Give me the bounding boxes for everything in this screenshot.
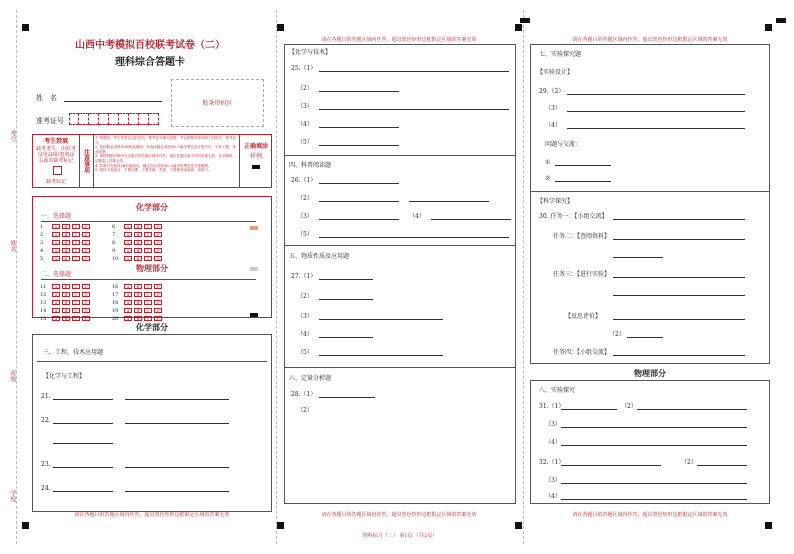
bubble-d[interactable]: D bbox=[154, 240, 162, 245]
bubble-c[interactable]: C bbox=[72, 232, 80, 237]
note-item: 3. 请按照题号顺序在各题目的答题区域内作答，超出答题区域书写的答案无效；在草稿纸、试题卷上答题无效。 bbox=[95, 154, 236, 163]
mc-num: 15 bbox=[40, 316, 47, 322]
q25-answer-line[interactable] bbox=[319, 145, 399, 146]
bubble-b[interactable]: B bbox=[62, 224, 70, 229]
bubble-a[interactable]: A bbox=[124, 240, 132, 245]
q27-answer-line[interactable] bbox=[319, 355, 443, 356]
q23-answer-line[interactable] bbox=[53, 467, 113, 468]
q21-label: 21. bbox=[41, 393, 51, 400]
sec4-title: 四、科普阅读题 bbox=[289, 162, 332, 169]
q23-label: 23. bbox=[41, 461, 51, 468]
bubble-b[interactable]: B bbox=[62, 256, 70, 261]
middle-answer-panel bbox=[284, 44, 516, 504]
bubble-a[interactable]: A bbox=[124, 300, 132, 305]
q25-4-label: （4） bbox=[297, 121, 313, 128]
mc-num: 10 bbox=[112, 256, 119, 262]
bubble-b[interactable]: B bbox=[62, 240, 70, 245]
mc-num: 14 bbox=[40, 308, 47, 314]
phys-header-right: 物理部分 bbox=[634, 368, 666, 378]
q25-answer-line[interactable] bbox=[319, 71, 509, 72]
bubble-d[interactable]: D bbox=[82, 232, 90, 237]
bubble-c[interactable]: C bbox=[144, 248, 152, 253]
chem-header-2: 化学部分 bbox=[136, 322, 168, 332]
q30-answer-line[interactable] bbox=[613, 319, 745, 320]
q32-answer-line[interactable] bbox=[561, 499, 747, 500]
corner-mark bbox=[22, 24, 29, 31]
q25-2-label: （2） bbox=[297, 85, 313, 92]
q29-4-label: （4） bbox=[545, 122, 561, 129]
q30-task1-label: 30. 任务一：【小组交流】 bbox=[539, 213, 608, 220]
bubble-a[interactable]: A bbox=[124, 224, 132, 229]
sec3-answer-box bbox=[32, 334, 272, 512]
q30-answer-line[interactable] bbox=[613, 219, 745, 220]
q30-answer-line[interactable] bbox=[613, 355, 745, 356]
q22-answer-line[interactable] bbox=[53, 443, 113, 444]
notice-top-mid: 请在各题目的答题区域内作答，超出黑色矩形边框限定区域的答案无效 bbox=[321, 37, 477, 43]
bubble-c[interactable]: C bbox=[144, 292, 152, 297]
bubble-a[interactable]: A bbox=[124, 256, 132, 261]
bubble-a[interactable]: A bbox=[52, 316, 60, 321]
sec3-title: 三、工程、技术应用题 bbox=[43, 349, 104, 356]
bubble-a[interactable]: A bbox=[52, 284, 60, 289]
q27-2-label: （2） bbox=[297, 293, 313, 300]
fill-sample-mark bbox=[252, 165, 260, 169]
q30-reflect-label: 【反思评价】 bbox=[565, 313, 602, 320]
corner-mark bbox=[277, 24, 284, 31]
bubble-d[interactable]: D bbox=[82, 308, 90, 313]
bubble-a[interactable]: A bbox=[52, 308, 60, 313]
q27-answer-line[interactable] bbox=[319, 319, 443, 320]
bubble-d[interactable]: D bbox=[154, 316, 162, 321]
bubble-a[interactable]: A bbox=[124, 308, 132, 313]
cut-line-mid2 bbox=[523, 10, 524, 544]
note-item: 2. 选择题必须使用2B铅笔填涂；非选择题必须使用0.5毫米黑色签字笔书写，字体工整、笔迹清楚。 bbox=[95, 145, 236, 154]
q21-answer-line[interactable] bbox=[125, 399, 229, 400]
bubble-c[interactable]: C bbox=[72, 248, 80, 253]
q25-answer-line[interactable] bbox=[319, 91, 399, 92]
bubble-d[interactable]: D bbox=[154, 308, 162, 313]
q29-sub2-label: ② bbox=[545, 175, 551, 182]
fill-sample-title: 正确填涂 bbox=[243, 143, 268, 150]
bubble-a[interactable]: A bbox=[124, 284, 132, 289]
bubble-b[interactable]: B bbox=[62, 316, 70, 321]
absent-checkbox[interactable] bbox=[53, 166, 62, 175]
corner-mark bbox=[765, 522, 772, 529]
exam-title: 山西中考模拟百校联考试卷（二） bbox=[75, 40, 225, 51]
q29-answer-line[interactable] bbox=[567, 94, 745, 95]
footer-subject: 理科综合（二） bbox=[362, 533, 398, 539]
q32-4-label: （4） bbox=[545, 493, 561, 500]
q22-answer-line[interactable] bbox=[53, 423, 113, 424]
mc-num: 11 bbox=[40, 284, 47, 290]
bubble-b[interactable]: B bbox=[62, 292, 70, 297]
q24-label: 24. bbox=[41, 485, 51, 492]
tech-tag: 【化学与技术】 bbox=[289, 49, 332, 56]
q31-1-label: 31.（1） bbox=[539, 403, 565, 410]
sec1-title: 一、选择题 bbox=[41, 213, 72, 220]
mc-num: 2 bbox=[40, 232, 44, 238]
q27-3-label: （3） bbox=[297, 313, 313, 320]
q27-4-label: （4） bbox=[297, 331, 313, 338]
exam-no-label: 准考证号 bbox=[36, 117, 64, 125]
corner-mark bbox=[277, 522, 284, 529]
mc-num: 9 bbox=[112, 248, 116, 254]
q26-answer-line[interactable] bbox=[409, 201, 489, 202]
mc-num: 6 bbox=[112, 224, 116, 230]
mc-num: 7 bbox=[112, 232, 116, 238]
bubble-a[interactable]: A bbox=[124, 232, 132, 237]
mc-num: 13 bbox=[40, 300, 47, 306]
bubble-b[interactable]: B bbox=[134, 292, 142, 297]
bubble-c[interactable]: C bbox=[72, 240, 80, 245]
q26-answer-line[interactable] bbox=[431, 219, 511, 220]
bubble-c[interactable]: C bbox=[144, 284, 152, 289]
q31-answer-line[interactable] bbox=[561, 445, 747, 446]
bubble-b[interactable]: B bbox=[134, 232, 142, 237]
footer-total: （共2页） bbox=[414, 533, 438, 539]
bubble-c[interactable]: C bbox=[72, 292, 80, 297]
corner-mark bbox=[520, 18, 530, 23]
bubble-d[interactable]: D bbox=[82, 300, 90, 305]
q25-3-label: （3） bbox=[297, 103, 313, 110]
bubble-d[interactable]: D bbox=[154, 256, 162, 261]
q21-answer-line[interactable] bbox=[53, 399, 113, 400]
phys-header: 物理部分 bbox=[136, 263, 168, 273]
bubble-c[interactable]: C bbox=[72, 308, 80, 313]
fill-sample-cell bbox=[239, 135, 272, 187]
mc-num: 18 bbox=[112, 300, 119, 306]
q27-1-label: 27.（1） bbox=[291, 273, 317, 280]
notes-title: 注意事项 bbox=[82, 149, 90, 173]
bubble-a[interactable]: A bbox=[52, 300, 60, 305]
bubble-c[interactable]: C bbox=[144, 240, 152, 245]
bubble-d[interactable]: D bbox=[82, 292, 90, 297]
q26-answer-line[interactable] bbox=[319, 201, 399, 202]
q29-answer-line[interactable] bbox=[567, 128, 745, 129]
mc-num: 5 bbox=[40, 256, 44, 262]
page-footer bbox=[340, 533, 460, 539]
bubble-b[interactable]: B bbox=[134, 316, 142, 321]
bubble-d[interactable]: D bbox=[82, 316, 90, 321]
bubble-d[interactable]: D bbox=[154, 292, 162, 297]
side-label-class: 班级 bbox=[9, 370, 16, 382]
q29-answer-line[interactable] bbox=[567, 111, 745, 112]
notes-list bbox=[95, 136, 238, 186]
bubble-b[interactable]: B bbox=[134, 224, 142, 229]
corner-mark bbox=[765, 24, 772, 31]
bubble-d[interactable]: D bbox=[82, 240, 90, 245]
bubble-c[interactable]: C bbox=[72, 316, 80, 321]
notice-bottom-mid: 请在各题目的答题区域内作答，超出黑色矩形边框限定区域的答案无效 bbox=[321, 512, 477, 518]
name-label: 姓 名 bbox=[36, 94, 57, 102]
q29-problem-label: 问题与交流： bbox=[545, 141, 582, 148]
bubble-b[interactable]: B bbox=[134, 248, 142, 253]
bubble-c[interactable]: C bbox=[72, 300, 80, 305]
q31-4-label: （4） bbox=[545, 439, 561, 446]
note-item: 5. 保持卡面清洁，不要折叠、不要弄破、弄皱，不准使用涂改液、刮纸刀。 bbox=[95, 168, 212, 173]
candidate-body: 缺考考生，由监考员用2B铅笔填涂右面的缺考标记 bbox=[36, 146, 77, 164]
bubble-b[interactable]: B bbox=[62, 300, 70, 305]
bubble-b[interactable]: B bbox=[134, 256, 142, 261]
bubble-c[interactable]: C bbox=[144, 308, 152, 313]
q28-answer-line[interactable] bbox=[319, 397, 375, 398]
q29-3-label: （3） bbox=[545, 105, 561, 112]
bubble-b[interactable]: B bbox=[134, 308, 142, 313]
bubble-d[interactable]: D bbox=[154, 284, 162, 289]
bubble-b[interactable]: B bbox=[62, 248, 70, 253]
side-label-name: 姓名 bbox=[9, 240, 16, 252]
bubble-b[interactable]: B bbox=[134, 240, 142, 245]
bubble-d[interactable]: D bbox=[154, 232, 162, 237]
mc-num: 19 bbox=[112, 308, 119, 314]
corner-mark bbox=[776, 18, 786, 23]
q25-answer-line[interactable] bbox=[319, 109, 509, 110]
q31-answer-line[interactable] bbox=[561, 409, 617, 410]
bubble-a[interactable]: A bbox=[52, 248, 60, 253]
bubble-b[interactable]: B bbox=[62, 284, 70, 289]
bubble-c[interactable]: C bbox=[144, 316, 152, 321]
q30-answer-line[interactable] bbox=[627, 337, 663, 338]
q27-answer-line[interactable] bbox=[319, 299, 373, 300]
bubble-a[interactable]: A bbox=[52, 292, 60, 297]
mc-num: 12 bbox=[40, 292, 47, 298]
mc-num: 1 bbox=[40, 224, 44, 230]
bubble-d[interactable]: D bbox=[154, 224, 162, 229]
bubble-a[interactable]: A bbox=[124, 292, 132, 297]
sec7-answer-panel bbox=[530, 44, 770, 364]
sec8-answer-panel bbox=[530, 380, 770, 504]
q32-answer-line[interactable] bbox=[561, 483, 747, 484]
bubble-d[interactable]: D bbox=[82, 256, 90, 261]
bubble-c[interactable]: C bbox=[144, 224, 152, 229]
sec8-title: 八、实验探究 bbox=[539, 387, 576, 394]
q32-2-label: （2） bbox=[681, 459, 697, 466]
notice-top-right: 请在各题目的答题区域内作答，超出黑色矩形边框限定区域的答案无效 bbox=[572, 37, 728, 43]
footer-page: 第1页 bbox=[399, 533, 413, 539]
corner-mark bbox=[515, 522, 522, 529]
q25-1-label: 25.（1） bbox=[291, 65, 317, 72]
q28-1-label: 28.（1） bbox=[291, 391, 317, 398]
sec5-title: 五、物质性质及应用题 bbox=[289, 253, 350, 260]
candidate-box bbox=[33, 135, 80, 187]
name-field[interactable] bbox=[64, 101, 162, 102]
bubble-d[interactable]: D bbox=[82, 284, 90, 289]
bubble-b[interactable]: B bbox=[62, 232, 70, 237]
absent-mark-label: 缺考标记 bbox=[45, 179, 66, 185]
q30-answer-line[interactable] bbox=[613, 277, 745, 278]
exam-no-boxes[interactable] bbox=[69, 113, 159, 125]
q25-5-label: （5） bbox=[297, 139, 313, 146]
q31-answer-line[interactable] bbox=[637, 409, 747, 410]
q24-answer-line[interactable] bbox=[125, 491, 229, 492]
q26-4-label: （4） bbox=[409, 213, 425, 220]
q29-sub1-label: ① bbox=[545, 159, 551, 166]
notice-bottom-left: 请在各题目的答题区域内作答，超出黑色矩形边框限定区域的答案无效 bbox=[74, 512, 230, 518]
note-item: 1. 答题前，考生先将自己的姓名、准考证号填写清楚，并认真核对条形码上的姓名、准考证号。 bbox=[95, 136, 236, 145]
bubble-b[interactable]: B bbox=[134, 300, 142, 305]
candidate-title: 考生禁填 bbox=[43, 138, 68, 145]
mc-num: 20 bbox=[112, 316, 119, 322]
barcode-area bbox=[171, 79, 264, 127]
q32-1-label: 32.（1） bbox=[539, 459, 565, 466]
chem-eng-tag: 【化学与工程】 bbox=[43, 373, 86, 380]
side-label-exam-no: 考号 bbox=[9, 130, 16, 142]
bubble-c[interactable]: C bbox=[72, 256, 80, 261]
fill-sample-sub: 样例 bbox=[249, 153, 262, 160]
bubble-d[interactable]: D bbox=[82, 224, 90, 229]
bubble-a[interactable]: A bbox=[124, 316, 132, 321]
q26-answer-line[interactable] bbox=[319, 237, 509, 238]
bubble-c[interactable]: C bbox=[72, 224, 80, 229]
q26-2-label: （2） bbox=[297, 195, 313, 202]
q32-answer-line[interactable] bbox=[697, 465, 747, 466]
q32-3-label: （3） bbox=[545, 477, 561, 484]
q27-5-label: （5） bbox=[297, 349, 313, 356]
barcode-label: 贴条形码区 bbox=[202, 100, 233, 107]
bubble-a[interactable]: A bbox=[52, 256, 60, 261]
corner-mark bbox=[515, 24, 522, 31]
side-label-school: 学校 bbox=[9, 490, 16, 502]
sec6-title: 六、定量分析题 bbox=[289, 375, 332, 382]
sec2-title: 二、选择题 bbox=[41, 271, 72, 278]
instructions-strip bbox=[32, 134, 272, 188]
bubble-c[interactable]: C bbox=[144, 232, 152, 237]
note-item: 4. 作图可先使用2B铅笔画出，确定后必须使用0.5毫米的黑色签字笔描黑。 bbox=[95, 163, 212, 168]
chem-header: 化学部分 bbox=[136, 202, 168, 212]
mc-num: 16 bbox=[112, 284, 119, 290]
q30-answer-line[interactable] bbox=[613, 239, 745, 240]
color-marker bbox=[250, 267, 258, 271]
q31-answer-line[interactable] bbox=[561, 427, 747, 428]
bubble-c[interactable]: C bbox=[72, 284, 80, 289]
bubble-a[interactable]: A bbox=[52, 232, 60, 237]
color-marker bbox=[250, 226, 258, 230]
corner-mark bbox=[22, 522, 29, 529]
bubble-b[interactable]: B bbox=[134, 284, 142, 289]
q26-answer-line[interactable] bbox=[319, 219, 399, 220]
q30-2-label: （2） bbox=[609, 331, 625, 338]
mc-num: 17 bbox=[112, 292, 119, 298]
q30-task3-label: 任务三：【进行实验】 bbox=[553, 271, 611, 278]
q26-5-label: （5） bbox=[297, 231, 313, 238]
q25-answer-line[interactable] bbox=[319, 127, 399, 128]
bubble-a[interactable]: A bbox=[52, 224, 60, 229]
bubble-d[interactable]: D bbox=[154, 300, 162, 305]
q29-answer-line[interactable] bbox=[555, 165, 611, 166]
q30-answer-line[interactable] bbox=[613, 295, 745, 296]
q27-answer-line[interactable] bbox=[319, 279, 373, 280]
notes-title-cell bbox=[79, 135, 94, 187]
q32-answer-line[interactable] bbox=[561, 465, 661, 466]
q23-answer-line[interactable] bbox=[125, 467, 229, 468]
q30-task2-label: 任务二：【查阅资料】 bbox=[553, 233, 611, 240]
q26-answer-line[interactable] bbox=[319, 183, 399, 184]
notice-bottom-right: 请在各题目的答题区域内作答，超出黑色矩形边框限定区域的答案无效 bbox=[572, 512, 728, 518]
bubble-c[interactable]: C bbox=[144, 256, 152, 261]
bubble-a[interactable]: A bbox=[124, 248, 132, 253]
bubble-c[interactable]: C bbox=[144, 300, 152, 305]
cut-line-mid1 bbox=[276, 10, 277, 544]
q22-label: 22. bbox=[41, 417, 51, 424]
q22-answer-line[interactable] bbox=[125, 423, 229, 424]
q30-answer-line[interactable] bbox=[613, 257, 663, 258]
q31-3-label: （3） bbox=[545, 421, 561, 428]
bubble-b[interactable]: B bbox=[62, 308, 70, 313]
bubble-d[interactable]: D bbox=[154, 248, 162, 253]
mc-num: 8 bbox=[112, 240, 116, 246]
q26-1-label: 26.（1） bbox=[291, 177, 317, 184]
card-subtitle: 理科综合答题卡 bbox=[115, 57, 185, 68]
q27-answer-line[interactable] bbox=[319, 337, 373, 338]
q24-answer-line[interactable] bbox=[53, 491, 113, 492]
mc-num: 3 bbox=[40, 240, 44, 246]
bubble-a[interactable]: A bbox=[52, 240, 60, 245]
q31-2-label: （2） bbox=[621, 403, 637, 410]
mc-num: 4 bbox=[40, 248, 44, 254]
q30-task4-label: 任务四：【小组交流】 bbox=[553, 349, 611, 356]
color-marker bbox=[250, 313, 258, 317]
q26-3-label: （3） bbox=[297, 213, 313, 220]
q29-2-label: 29.（2） bbox=[539, 88, 565, 95]
cut-line-left bbox=[16, 10, 17, 544]
exp-design-tag: 【实验设计】 bbox=[537, 69, 574, 76]
sci-tag: 【科学探究】 bbox=[537, 198, 574, 205]
bubble-d[interactable]: D bbox=[82, 248, 90, 253]
q28-2-label: （2） bbox=[297, 407, 313, 414]
sec7-title: 七、实验探究题 bbox=[539, 51, 582, 58]
q29-answer-line[interactable] bbox=[555, 181, 611, 182]
